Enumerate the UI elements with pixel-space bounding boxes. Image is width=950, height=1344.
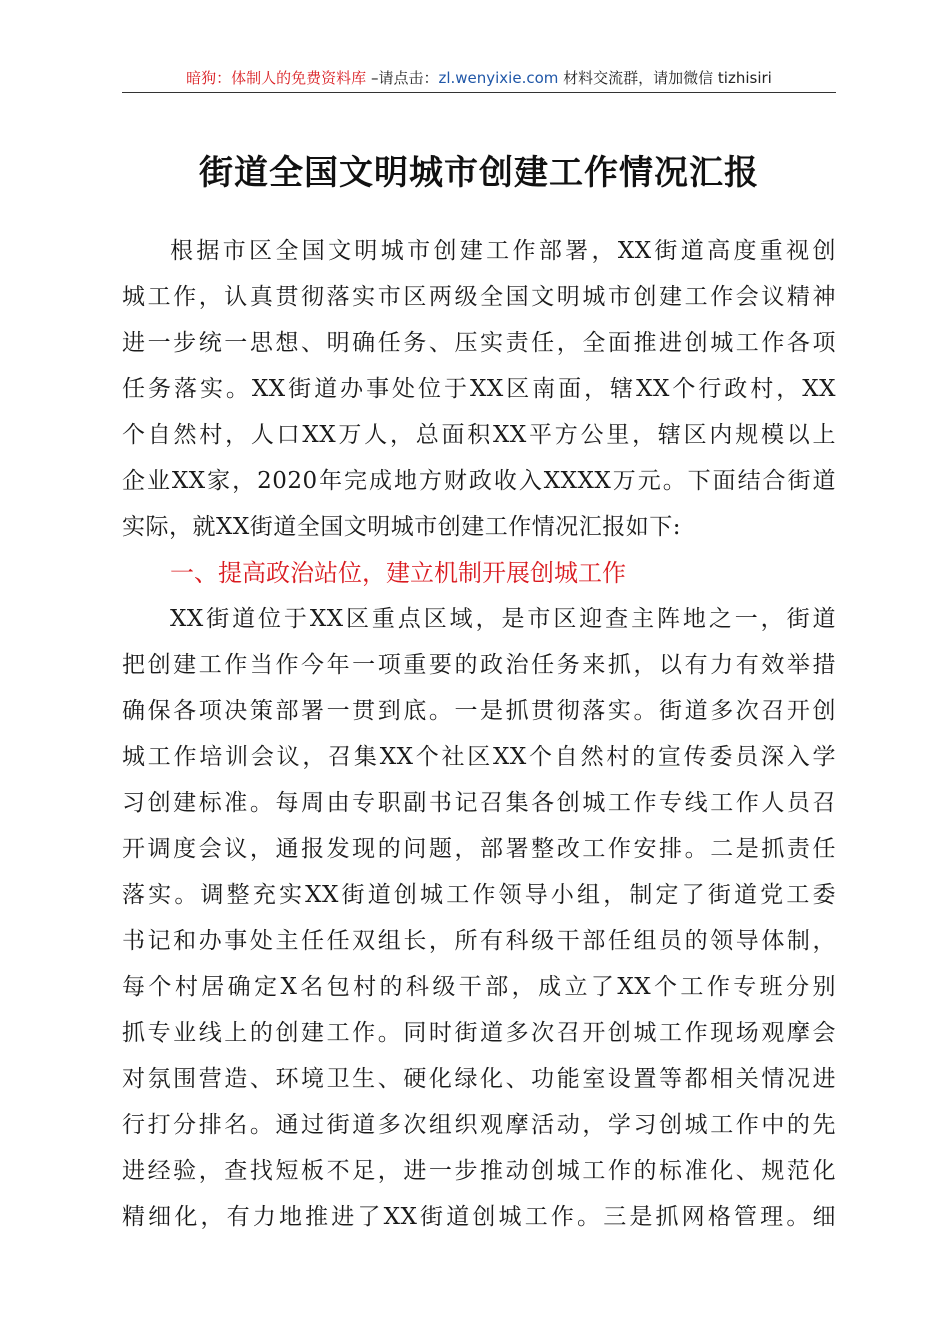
paragraph-line: 根据市区全国文明城市创建工作部署，XX街道高度重视创 (170, 238, 836, 264)
header-site-name[interactable]: 暗狗：体制人的免费资料库 (186, 69, 367, 87)
header-url-link[interactable]: zl.wenyixie.com (438, 69, 559, 87)
paragraph-line: 任务落实。XX街道办事处位于XX区南面，辖XX个行政村，XX (122, 376, 836, 402)
section-heading: 一、提高政治站位，建立机制开展创城工作 (170, 559, 626, 587)
paragraph-line: 进经验，查找短板不足，进一步推动创城工作的标准化、规范化 (122, 1158, 836, 1184)
paragraph-line: 城工作，认真贯彻落实市区两级全国文明城市创建工作会议精神 (122, 284, 836, 310)
paragraph-line: 行打分排名。通过街道多次组织观摩活动，学习创城工作中的先 (122, 1112, 836, 1138)
paragraph-line: 实际，就XX街道全国文明城市创建工作情况汇报如下: (122, 514, 681, 540)
document-body (122, 228, 836, 1240)
paragraph-line: 书记和办事处主任任双组长，所有科级干部任组员的领导体制， (122, 928, 836, 954)
paragraph-line: 城工作培训会议，召集XX个社区XX个自然村的宣传委员深入学 (122, 744, 836, 770)
paragraph-line: 企业XX家，2020年完成地方财政收入XXXX万元。下面结合街道 (122, 468, 836, 494)
paragraph-line: 确保各项决策部署一贯到底。一是抓贯彻落实。街道多次召开创 (122, 698, 836, 724)
paragraph-line: 开调度会议，通报发现的问题，部署整改工作安排。二是抓责任 (122, 836, 836, 862)
paragraph-line: 把创建工作当作今年一项重要的政治任务来抓，以有力有效举措 (122, 652, 836, 678)
paragraph-line: 对氛围营造、环境卫生、硬化绿化、功能室设置等都相关情况进 (122, 1066, 836, 1092)
paragraph-line: 落实。调整充实XX街道创城工作领导小组，制定了街道党工委 (122, 882, 836, 908)
header-wechat-note: 材料交流群，请加微信 tizhisiri (558, 69, 772, 87)
paragraph-line: 进一步统一思想、明确任务、压实责任，全面推进创城工作各项 (122, 330, 836, 356)
paragraph-line: 每个村居确定X名包村的科级干部，成立了XX个工作专班分别 (122, 974, 836, 1000)
paragraph-line: 精细化，有力地推进了XX街道创城工作。三是抓网格管理。细 (122, 1204, 836, 1230)
paragraph-line: 抓专业线上的创建工作。同时街道多次召开创城工作现场观摩会 (122, 1020, 836, 1046)
paragraph-line: 个自然村，人口XX万人，总面积XX平方公里，辖区内规模以上 (122, 422, 836, 448)
header-click-prompt: –请点击： (366, 69, 439, 87)
header-divider (122, 92, 836, 93)
paragraph-line: 习创建标准。每周由专职副书记召集各创城工作专线工作人员召 (122, 790, 836, 816)
page-header (122, 66, 836, 90)
paragraph-line: XX街道位于XX区重点区域，是市区迎查主阵地之一，街道 (170, 606, 836, 632)
document-title: 街道全国文明城市创建工作情况汇报 (199, 153, 759, 193)
